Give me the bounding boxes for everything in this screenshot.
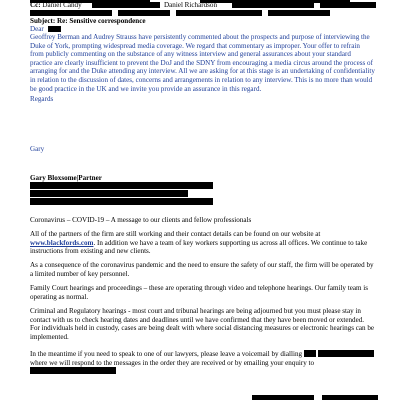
redaction-block: [304, 350, 316, 357]
closing: Regards: [30, 95, 54, 103]
subject-value: Re: Sensitive correspondence: [57, 17, 146, 25]
redaction-block: [30, 190, 188, 197]
redaction-block: [118, 10, 170, 16]
redaction-block: [268, 10, 330, 16]
salutation: Dear: [30, 25, 44, 33]
website-link[interactable]: www.blackfords.com: [30, 238, 94, 247]
subject-line: [30, 17, 146, 25]
redaction-block: [48, 26, 61, 32]
redaction-block: [318, 350, 374, 357]
redaction-block: [252, 395, 314, 400]
email-paragraph: Geoffrey Berman and Audrey Strauss have persistently commented about the prospects and purpose of interviewing the Duke of York, prompting widespread media coverage. We regard that commentary as improper. Your offer to refrain from publicly commenting on the substance of any witness interview and general assurances about your standard practice are clearly insufficient to prevent the DoJ and the SDNY from encouraging a media circus around the process of arranging for and the Duke attending any interview. All we are asking for at this stage is an undertaking of confidentiality in relation to the discussion of dates, concerns and arrangements in relation to any interview. This is no more than would be good practice in the UK and we invite you provide an assurance in this regard.: [30, 33, 375, 93]
cc-line: [30, 1, 82, 9]
notice-heading: Coronavirus – COVID-19 – A message to our clients and fellow professionals: [30, 216, 252, 224]
notice-paragraph-4: Criminal and Regulatory hearings - most court and tribunal hearings are being adjourned but you must please stay in contact with us to check hearing dates and deadlines until we have confirmed that they have been moved or extended. For individuals held in custody, cases are being dealt with where social distancing measures or electronic hearings can be implemented.: [30, 307, 375, 341]
redaction-block: [30, 182, 213, 189]
redaction-block: [322, 395, 378, 400]
cc-label: Cc:: [30, 1, 41, 9]
cc-name-2: Daniel Richardson: [164, 1, 217, 9]
notice-paragraph-5: In the meantime if you need to speak to one of our lawyers, please leave a voicemail by dialling where we will respond to the messages in the order they are received or by emailing your enquiry to: [30, 350, 375, 376]
subject-label: Subject:: [30, 17, 56, 25]
notice-paragraph-3: Family Court hearings and proceedings – these are operating through video and telephone hearings. Our family team is operating as normal.: [30, 284, 369, 301]
cc-name: Daniel Candy: [42, 1, 82, 9]
notice-paragraph-1: All of the partners of the firm are still working and their contact details can be found on our website at www.blackfords.com. In addition we have a team of key workers supporting us across all offices. We continue to take instructions from existing and new clients.: [30, 230, 368, 256]
redaction-block: [92, 2, 160, 8]
redaction-block: [30, 10, 112, 16]
redaction-block: [232, 2, 314, 8]
redaction-block: [30, 198, 213, 205]
notice-paragraph-2: As a consequence of the coronavirus pandemic and the need to ensure the safety of our staff, the firm will be operated by a limited number of key personnel.: [30, 261, 374, 278]
signature-name-title: Gary Bloxsome|Partner: [30, 174, 102, 182]
signoff-name: Gary: [30, 145, 45, 153]
redaction-block: [320, 2, 376, 8]
redaction-block: [176, 10, 262, 16]
redaction-block: [30, 367, 116, 374]
